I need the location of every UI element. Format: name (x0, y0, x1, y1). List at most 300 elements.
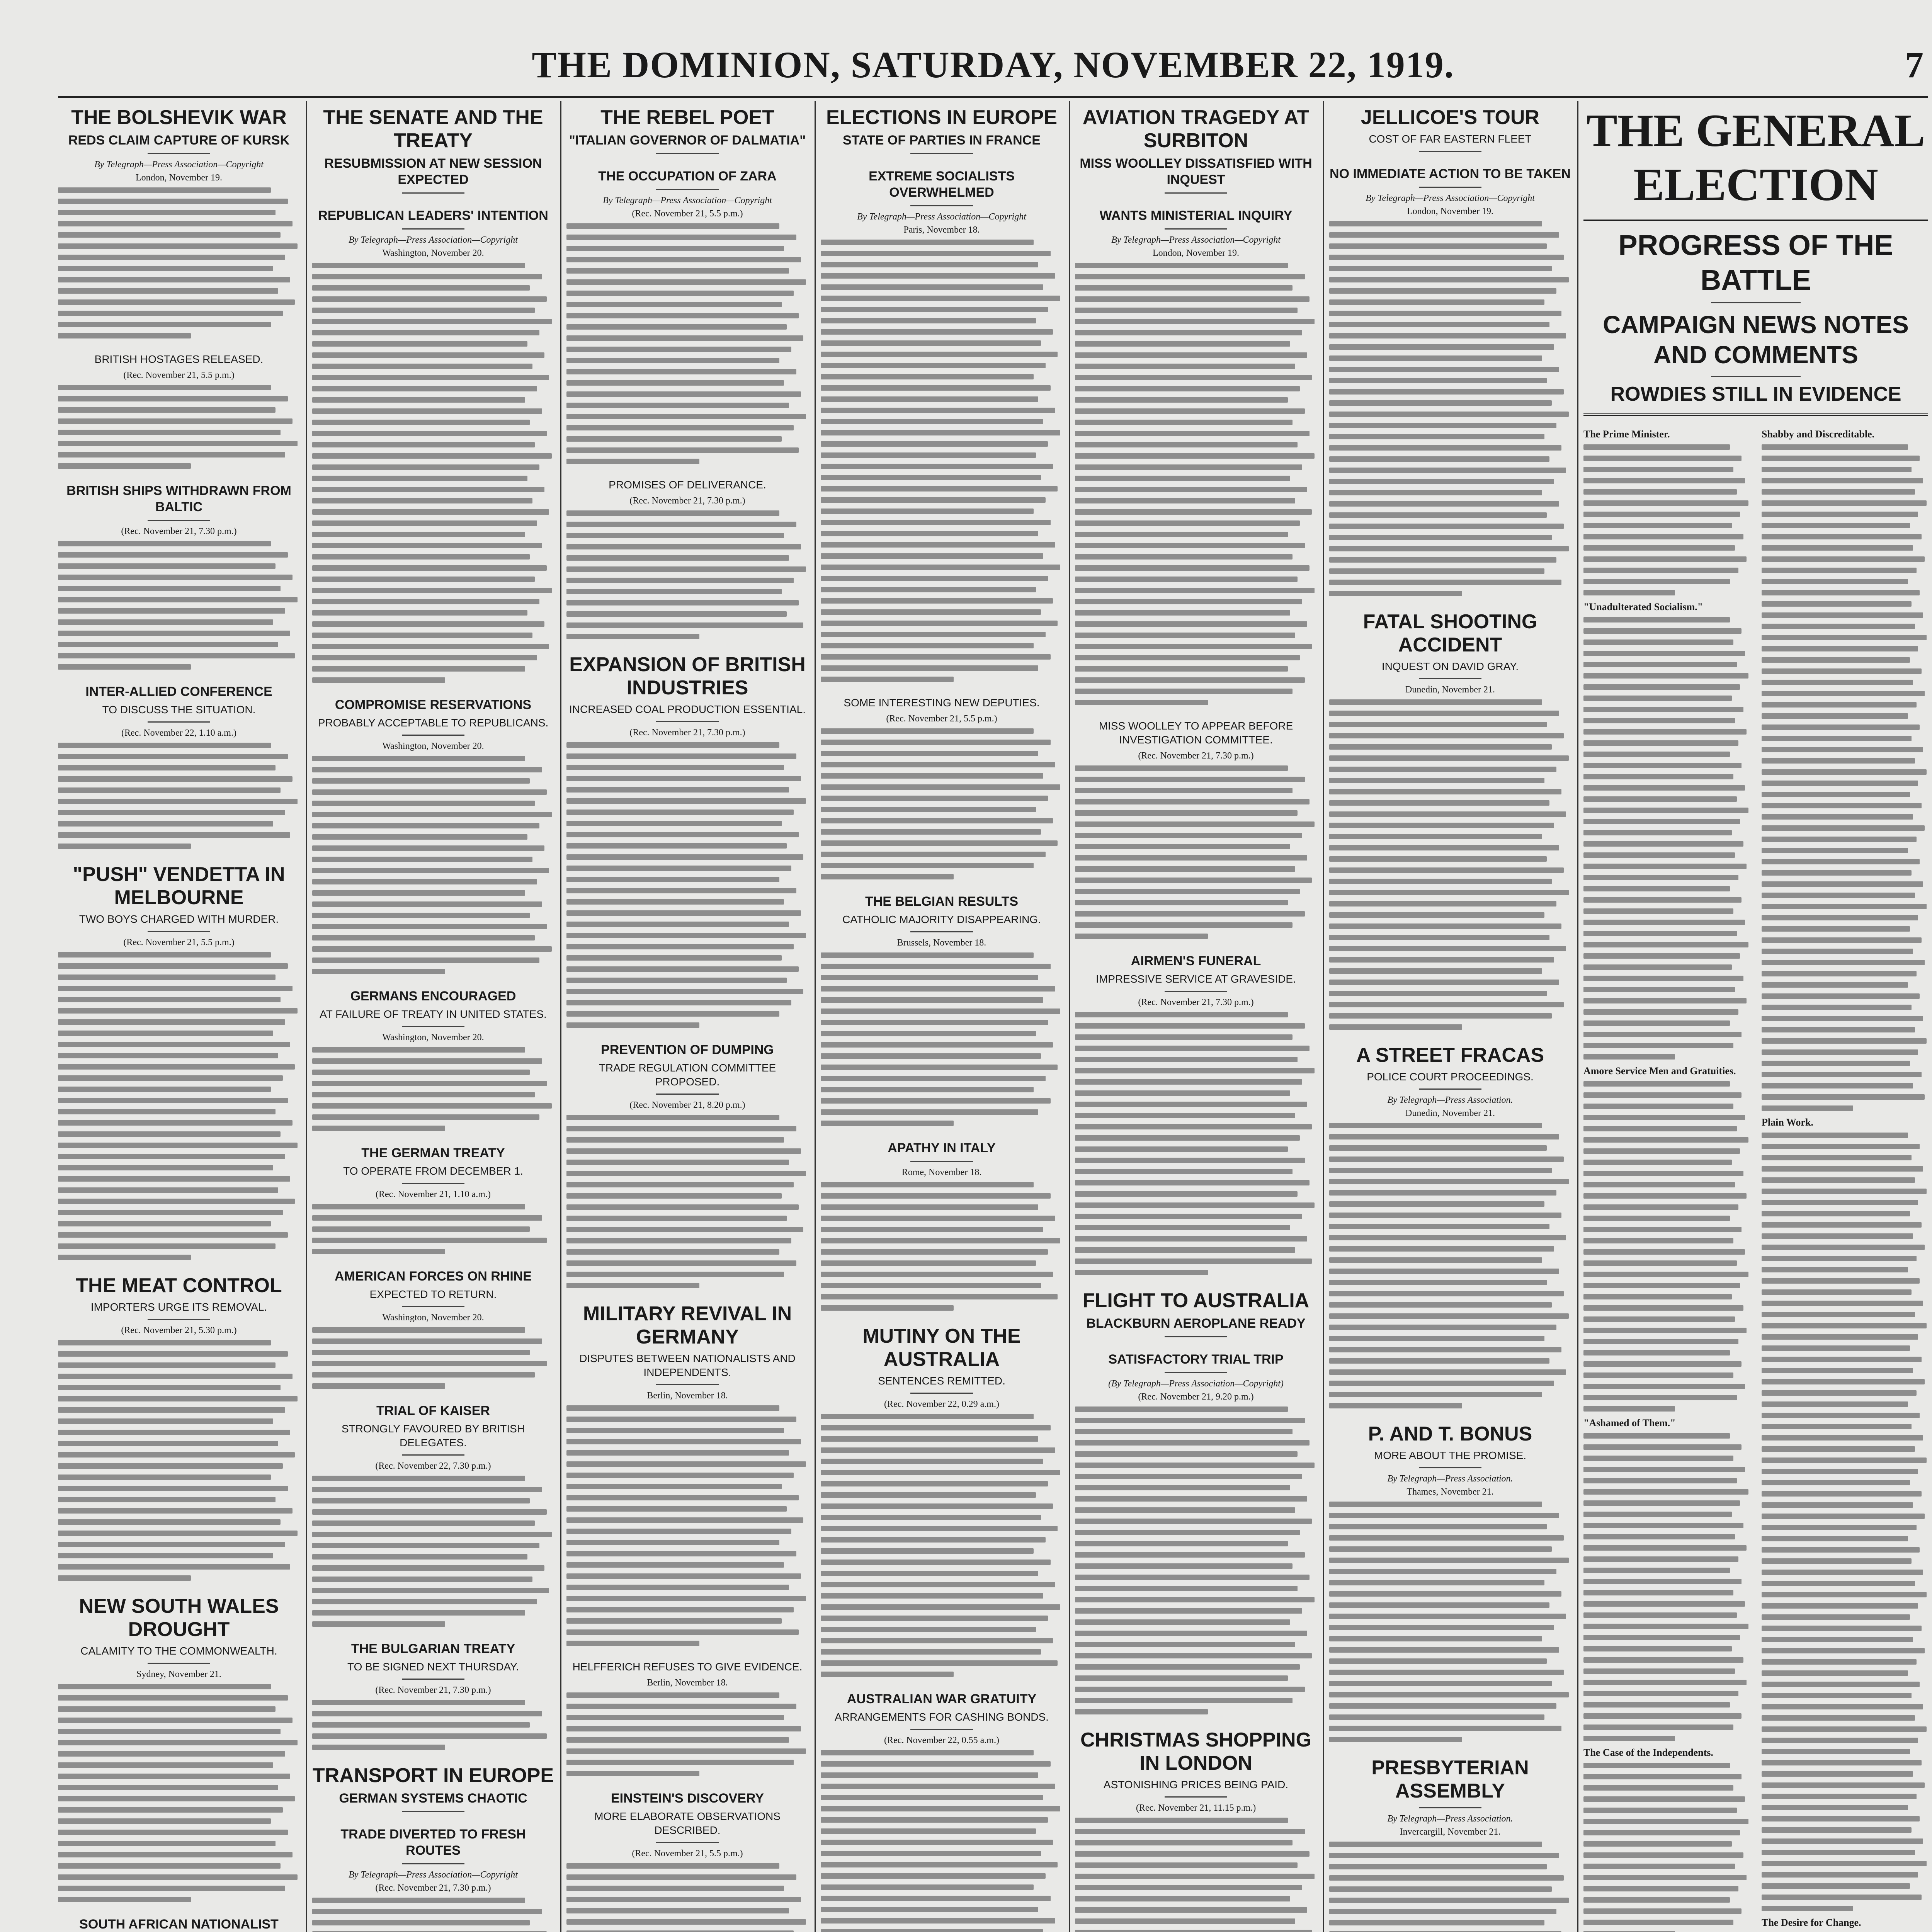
text-line (1329, 1502, 1542, 1507)
text-line (312, 308, 535, 313)
text-line (821, 1884, 1034, 1890)
article (1329, 1756, 1571, 1932)
text-line (1329, 722, 1547, 727)
text-line (1583, 920, 1745, 925)
text-line (58, 1210, 283, 1215)
text-line (821, 863, 1034, 868)
text-line (1075, 922, 1293, 928)
text-line (312, 577, 535, 582)
text-line (1762, 612, 1923, 618)
text-line (1329, 1614, 1566, 1619)
text-line (1762, 1693, 1912, 1698)
text-line (566, 1417, 796, 1422)
text-line (1762, 1805, 1908, 1810)
text-line (58, 210, 276, 215)
article (312, 106, 554, 194)
byline: By Telegraph—Press Association—Copyright (94, 160, 264, 170)
text-line (566, 910, 801, 916)
text-line (1075, 442, 1298, 447)
article (566, 1302, 808, 1646)
text-line (1075, 1135, 1300, 1141)
text-line (58, 1564, 290, 1570)
text-line (312, 498, 532, 503)
text-line (1075, 855, 1307, 861)
text-line (1583, 1612, 1737, 1618)
article-subhead: CATHOLIC MAJORITY DISAPPEARING. (842, 913, 1041, 925)
dateline: (Rec. November 21, 7.30 p.m.) (1138, 997, 1254, 1007)
section-column-left (1583, 423, 1750, 1932)
text-line (58, 664, 191, 670)
text-line (1329, 755, 1569, 761)
text-line (312, 274, 542, 279)
text-line (1075, 1552, 1305, 1558)
text-line (312, 857, 532, 862)
text-line (312, 845, 544, 851)
text-line (1583, 1305, 1743, 1311)
text-line (566, 1585, 789, 1590)
text-line (1762, 1861, 1927, 1866)
section-title: THE GENERAL ELECTION (1586, 105, 1925, 210)
text-line (821, 665, 1038, 671)
text-line (1329, 1358, 1549, 1364)
text-line (566, 1450, 789, 1456)
text-line (1075, 1851, 1310, 1857)
text-line (1583, 1819, 1748, 1824)
text-line (1075, 911, 1305, 917)
text-line (1583, 1339, 1738, 1344)
article (1075, 719, 1317, 939)
article-subhead: TO OPERATE FROM DECEMBER 1. (343, 1165, 523, 1177)
text-line (58, 1064, 295, 1070)
text-line (1762, 1177, 1915, 1183)
text-line (1762, 1334, 1918, 1340)
text-line (1075, 1046, 1310, 1051)
text-line (566, 922, 789, 927)
text-line (566, 324, 787, 330)
text-line (1329, 355, 1542, 361)
text-line (1329, 389, 1564, 395)
text-line (1583, 1713, 1742, 1719)
text-line (821, 1627, 1036, 1632)
text-line (1329, 834, 1542, 839)
text-line (58, 1542, 285, 1547)
text-line (821, 964, 1051, 969)
text-line (58, 1684, 271, 1689)
text-line (1583, 1635, 1740, 1640)
text-line (821, 1795, 1043, 1800)
text-line (1583, 1920, 1733, 1925)
text-line (1329, 468, 1566, 473)
text-line (58, 266, 273, 271)
text-line (1075, 765, 1288, 771)
text-line (1762, 556, 1925, 562)
body-text (566, 1863, 808, 1932)
text-line (1075, 621, 1307, 627)
text-line (312, 655, 537, 660)
text-line (1329, 1546, 1552, 1552)
text-line (58, 1706, 276, 1712)
text-line (1075, 487, 1307, 492)
text-line (821, 1526, 1058, 1531)
text-line (1583, 729, 1747, 735)
text-line (566, 1216, 787, 1221)
text-line (566, 888, 796, 893)
crosshead: The Desire for Change. (1762, 1917, 1861, 1928)
dateline: London, November 19. (1407, 206, 1493, 216)
text-line (1329, 255, 1564, 260)
text-line (1583, 841, 1743, 847)
text-line (566, 1204, 799, 1210)
text-line (821, 1929, 1043, 1932)
text-line (58, 288, 278, 294)
text-line (1075, 375, 1312, 380)
text-line (312, 341, 527, 347)
text-line (1762, 1133, 1908, 1138)
article (312, 988, 554, 1131)
text-line (1762, 1704, 1923, 1709)
text-line (58, 1340, 271, 1345)
text-line (58, 1362, 276, 1368)
text-line (1329, 1886, 1552, 1892)
divider (910, 1393, 973, 1394)
body-text (1583, 444, 1750, 595)
text-line (1762, 1514, 1925, 1519)
body-text (821, 1750, 1063, 1932)
text-line (821, 1907, 1038, 1912)
text-line (1583, 1372, 1733, 1378)
article (821, 1140, 1063, 1311)
text-line (312, 778, 530, 784)
text-line (58, 844, 191, 849)
crosshead: Plain Work. (1762, 1117, 1813, 1128)
dateline: (Rec. November 21, 5.30 p.m.) (121, 1325, 237, 1335)
text-line (566, 1897, 801, 1902)
text-line (312, 677, 445, 683)
article (566, 653, 808, 1028)
text-line (821, 751, 1038, 756)
dateline: (Rec. November 21, 5.5 p.m.) (886, 714, 997, 724)
text-line (1762, 1872, 1918, 1878)
text-line (1075, 1406, 1288, 1412)
text-line (1329, 400, 1552, 406)
section-subtitle: PROGRESS OF THE BATTLE (1618, 229, 1893, 296)
text-line (566, 1272, 784, 1277)
text-line (312, 644, 549, 649)
text-line (1583, 628, 1742, 634)
text-line (312, 487, 544, 492)
text-line (1075, 1675, 1288, 1681)
text-line (1329, 991, 1547, 996)
text-line (1762, 1469, 1918, 1474)
text-line (58, 1418, 273, 1424)
column-6 (1329, 104, 1571, 1932)
text-line (1075, 1225, 1290, 1230)
text-line (1329, 856, 1547, 862)
divider (656, 189, 719, 190)
text-line (566, 1283, 699, 1288)
article-subhead: REPUBLICAN LEADERS' INTENTION (318, 208, 548, 223)
text-line (1583, 500, 1748, 506)
text-line (1762, 769, 1927, 775)
text-line (566, 1748, 806, 1754)
text-line (1075, 1874, 1315, 1879)
text-line (1762, 1547, 1920, 1553)
text-line (821, 475, 1041, 480)
text-line (1329, 811, 1566, 817)
body-text (1075, 765, 1317, 939)
divider (1165, 1372, 1228, 1373)
text-line (1075, 520, 1300, 526)
dateline: Berlin, November 18. (647, 1678, 728, 1688)
text-line (566, 555, 789, 561)
article-subhead: NO IMMEDIATE ACTION TO BE TAKEN (1330, 167, 1571, 181)
divider (402, 735, 465, 736)
text-line (58, 1053, 278, 1058)
divider (910, 153, 973, 154)
article (1075, 207, 1317, 705)
text-line (1075, 610, 1290, 616)
section-subtitle: CAMPAIGN NEWS NOTES AND COMMENTS (1603, 311, 1909, 369)
text-line (1329, 968, 1542, 974)
text-line (1583, 1545, 1747, 1551)
dateline: Washington, November 20. (382, 741, 484, 751)
text-line (1762, 1749, 1910, 1754)
text-line (566, 622, 803, 628)
dateline: (Rec. November 21, 5.5 p.m.) (123, 370, 235, 380)
text-line (1583, 1032, 1742, 1037)
text-line (58, 586, 281, 591)
article-headline: PRESBYTERIAN ASSEMBLY (1371, 1757, 1529, 1802)
text-line (312, 789, 547, 795)
text-line (58, 1221, 271, 1226)
article-headline: A STREET FRACAS (1356, 1044, 1544, 1066)
text-line (1762, 814, 1913, 820)
text-line (821, 829, 1041, 835)
text-line (1583, 673, 1748, 679)
article (58, 1595, 300, 1902)
text-line (821, 284, 1043, 290)
article-subhead: EXTREME SOCIALISTS OVERWHELMED (869, 169, 1015, 200)
divider (656, 153, 719, 154)
article-subhead: PROMISES OF DELIVERANCE. (609, 479, 766, 491)
text-line (1329, 423, 1556, 428)
column-rule (560, 101, 561, 1932)
article-subhead: THE GERMAN TREATY (361, 1146, 505, 1160)
text-line (566, 436, 782, 442)
article (821, 696, 1063, 879)
divider (402, 1183, 465, 1184)
article-subhead: INQUEST ON DAVID GRAY. (1381, 660, 1519, 672)
text-line (566, 223, 779, 229)
text-line (1329, 1647, 1559, 1653)
article (58, 352, 300, 469)
text-line (566, 302, 782, 307)
text-line (1075, 1862, 1298, 1868)
text-line (1075, 1124, 1312, 1129)
text-line (58, 541, 271, 546)
text-line (312, 1909, 542, 1914)
text-line (1762, 1379, 1925, 1384)
text-line (1329, 699, 1542, 705)
article-subhead: BRITISH HOSTAGES RELEASED. (94, 353, 264, 365)
text-line (821, 1851, 1041, 1856)
text-line (1762, 1390, 1917, 1396)
text-line (1762, 1558, 1912, 1564)
text-line (1762, 1502, 1913, 1508)
text-line (566, 742, 779, 748)
text-line (1583, 662, 1737, 667)
text-line (1583, 931, 1737, 936)
article-subhead: IMPORTERS URGE ITS REMOVAL. (90, 1301, 267, 1313)
text-line (566, 1227, 803, 1232)
text-line (821, 419, 1043, 424)
text-line (566, 403, 789, 408)
text-line (1762, 904, 1927, 909)
article-subhead: TO BE SIGNED NEXT THURSDAY. (347, 1661, 519, 1673)
dateline: (Rec. November 21, 1.10 a.m.) (376, 1189, 491, 1199)
text-line (1583, 1137, 1748, 1143)
text-line (58, 1374, 293, 1379)
text-line (1762, 657, 1910, 663)
text-line (58, 1841, 276, 1846)
text-line (312, 1238, 547, 1243)
text-line (58, 575, 293, 580)
text-line (1075, 352, 1307, 358)
article (58, 1916, 300, 1932)
text-line (1583, 1272, 1748, 1277)
text-line (1583, 964, 1732, 970)
text-line (312, 442, 535, 447)
text-line (1583, 1512, 1732, 1517)
text-line (566, 600, 799, 605)
text-line (1583, 785, 1745, 791)
text-line (1762, 1016, 1923, 1021)
text-line (821, 1593, 1043, 1599)
text-line (1762, 601, 1912, 607)
text-line (821, 1672, 954, 1677)
text-line (1762, 870, 1912, 876)
text-line (1583, 1657, 1743, 1663)
text-line (1329, 1213, 1561, 1218)
article-subhead: AUSTRALIAN WAR GRATUITY (847, 1692, 1037, 1706)
text-line (58, 418, 293, 424)
text-line (1762, 534, 1922, 539)
text-line (1075, 1451, 1298, 1457)
text-line (821, 1918, 1055, 1923)
article-headline: EXPANSION OF BRITISH INDUSTRIES (569, 653, 806, 699)
text-line (566, 1715, 784, 1720)
text-line (58, 642, 278, 647)
article (821, 168, 1063, 682)
text-line (312, 1058, 542, 1064)
text-line (821, 1283, 1041, 1288)
text-line (58, 1131, 281, 1137)
text-line (1075, 810, 1298, 816)
text-line (821, 807, 1036, 812)
text-line (821, 986, 1055, 992)
text-line (58, 975, 276, 980)
text-line (58, 1497, 276, 1502)
text-line (1329, 1201, 1544, 1207)
text-line (1762, 881, 1923, 887)
text-line (1329, 1692, 1569, 1697)
text-line (312, 913, 530, 918)
text-line (58, 1863, 281, 1869)
text-line (1583, 774, 1733, 779)
page-number: 7 (1905, 44, 1923, 85)
text-line (566, 944, 794, 949)
text-line (1583, 740, 1738, 746)
text-line (1762, 478, 1923, 483)
text-line (821, 1660, 1058, 1666)
text-line (1583, 1009, 1738, 1015)
text-line (821, 643, 1034, 648)
text-line (1075, 1418, 1305, 1423)
dateline: (Rec. November 22, 1.10 a.m.) (121, 728, 236, 738)
text-line (1583, 1249, 1745, 1255)
text-line (1075, 1664, 1300, 1670)
text-line (1329, 344, 1554, 350)
text-line (312, 330, 539, 335)
text-line (1583, 1294, 1732, 1299)
text-line (312, 1081, 547, 1086)
text-line (58, 1718, 293, 1723)
text-line (821, 296, 1060, 301)
text-line (821, 1896, 1051, 1901)
article (566, 478, 808, 639)
text-line (1075, 386, 1300, 391)
text-line (1329, 266, 1552, 271)
text-line (821, 329, 1053, 335)
article-headline: ELECTIONS IN EUROPE (826, 106, 1058, 129)
text-line (1329, 1625, 1554, 1630)
text-line (1583, 1467, 1745, 1472)
text-line (58, 1351, 288, 1357)
text-line (58, 997, 281, 1002)
text-line (1762, 1850, 1915, 1855)
text-line (58, 1740, 298, 1745)
text-line (1762, 1061, 1910, 1066)
text-line (58, 1042, 290, 1047)
text-line (821, 240, 1034, 245)
text-line (821, 632, 1046, 637)
text-line (1762, 1458, 1927, 1463)
text-line (1762, 1211, 1910, 1216)
text-line (821, 874, 954, 879)
text-line (1583, 942, 1748, 947)
text-line (58, 1531, 298, 1536)
text-line (566, 380, 784, 386)
text-line (312, 408, 542, 414)
text-line (566, 1193, 782, 1199)
body-text (58, 1340, 300, 1581)
text-line (1762, 803, 1922, 808)
text-line (1329, 535, 1552, 540)
text-line (566, 235, 796, 240)
byline: (By Telegraph—Press Association—Copyright) (1108, 1379, 1284, 1389)
text-line (821, 784, 1060, 790)
article-subhead: MORE ELABORATE OBSERVATIONS DESCRIBED. (594, 1810, 781, 1836)
body-text (1329, 1502, 1571, 1742)
text-line (312, 453, 552, 459)
article-subhead: STATE OF PARTIES IN FRANCE (843, 133, 1041, 148)
dateline: (Rec. November 21, 9.20 p.m.) (1138, 1392, 1254, 1402)
text-line (1762, 1581, 1915, 1586)
text-line (1762, 1301, 1923, 1306)
text-line (1329, 733, 1564, 738)
article-headline: CHRISTMAS SHOPPING IN LONDON (1080, 1729, 1312, 1774)
text-line (566, 291, 794, 296)
